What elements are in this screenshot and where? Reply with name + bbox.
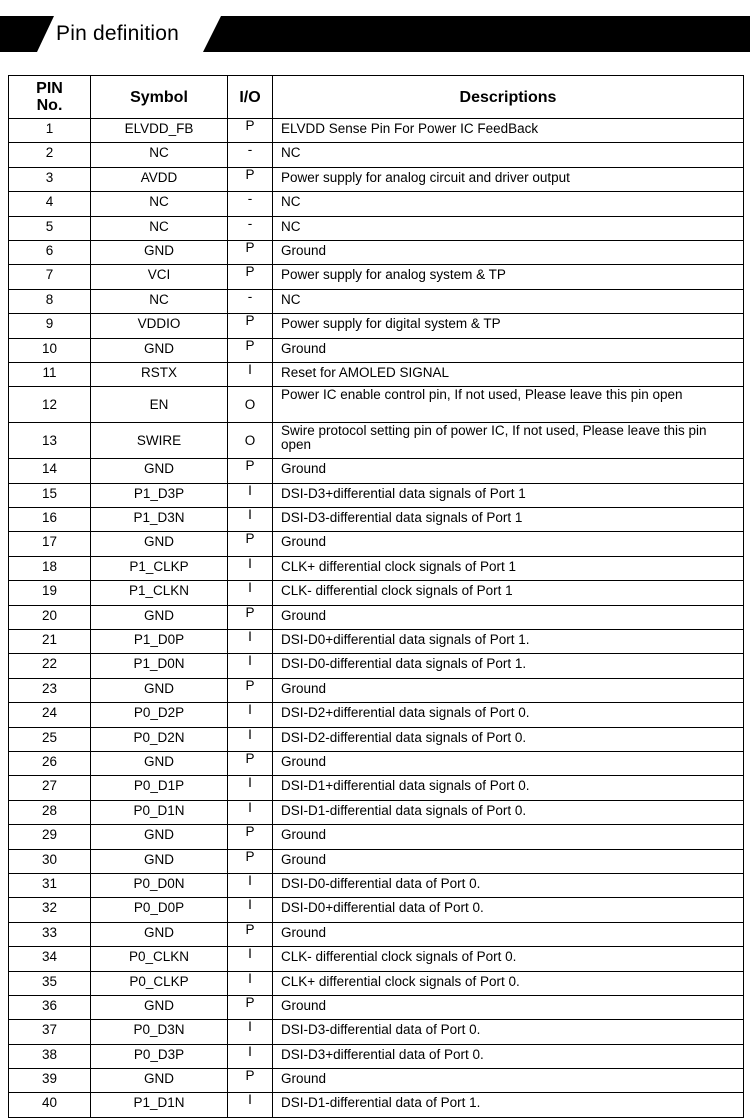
pin-number-cell: 19 [9, 581, 91, 605]
table-row [9, 825, 744, 849]
pin-number-cell: 23 [9, 678, 91, 702]
table-row [9, 605, 744, 629]
pin-number-cell: 2 [9, 143, 91, 167]
symbol-cell: P1_D3P [91, 483, 228, 507]
description-cell: Ground [273, 678, 744, 702]
io-cell: P [228, 532, 273, 556]
table-row [9, 1020, 744, 1044]
io-cell: P [228, 119, 273, 143]
table-row [9, 240, 744, 264]
symbol-cell: EN [91, 387, 228, 423]
pin-number-cell: 3 [9, 167, 91, 191]
symbol-cell: P0_D3N [91, 1020, 228, 1044]
table-row [9, 362, 744, 386]
table-row [9, 581, 744, 605]
section-banner [0, 16, 750, 52]
symbol-cell: SWIRE [91, 423, 228, 459]
io-cell: O [228, 423, 273, 459]
io-cell: I [228, 654, 273, 678]
io-cell: I [228, 703, 273, 727]
pin-number-cell: 34 [9, 947, 91, 971]
table-row [9, 216, 744, 240]
pin-number-cell: 25 [9, 727, 91, 751]
io-cell: P [228, 338, 273, 362]
symbol-cell: GND [91, 751, 228, 775]
description-cell: DSI-D3+differential data of Port 0. [273, 1044, 744, 1068]
pin-number-cell: 28 [9, 800, 91, 824]
table-row [9, 532, 744, 556]
pin-number-cell: 24 [9, 703, 91, 727]
table-row [9, 1093, 744, 1117]
io-cell: - [228, 192, 273, 216]
table-row [9, 703, 744, 727]
symbol-cell: NC [91, 216, 228, 240]
io-cell: - [228, 216, 273, 240]
pin-number-cell: 38 [9, 1044, 91, 1068]
pin-number-cell: 35 [9, 971, 91, 995]
symbol-cell: GND [91, 825, 228, 849]
pin-number-cell: 22 [9, 654, 91, 678]
pin-number-cell: 5 [9, 216, 91, 240]
table-row [9, 192, 744, 216]
symbol-cell: P0_D2N [91, 727, 228, 751]
description-cell: CLK- differential clock signals of Port 1 [273, 581, 744, 605]
description-cell: DSI-D2+differential data signals of Port 0. [273, 703, 744, 727]
symbol-cell: GND [91, 532, 228, 556]
symbol-cell: GND [91, 1069, 228, 1093]
table-row [9, 776, 744, 800]
description-cell: ELVDD Sense Pin For Power IC FeedBack [273, 119, 744, 143]
description-cell: NC [273, 143, 744, 167]
table-row [9, 556, 744, 580]
table-row [9, 508, 744, 532]
description-cell: Ground [273, 849, 744, 873]
io-cell: I [228, 1044, 273, 1068]
pin-number-cell: 37 [9, 1020, 91, 1044]
description-cell: NC [273, 216, 744, 240]
description-cell: Ground [273, 1069, 744, 1093]
description-cell: DSI-D0+differential data signals of Port 1. [273, 630, 744, 654]
io-cell: - [228, 289, 273, 313]
table-row [9, 678, 744, 702]
description-cell: Ground [273, 751, 744, 775]
description-cell: Ground [273, 605, 744, 629]
header-io: I/O [228, 76, 273, 119]
symbol-cell: NC [91, 289, 228, 313]
table-row [9, 483, 744, 507]
symbol-cell: GND [91, 922, 228, 946]
symbol-cell: P0_D3P [91, 1044, 228, 1068]
description-cell: Power supply for digital system & TP [273, 314, 744, 338]
symbol-cell: GND [91, 849, 228, 873]
description-cell: CLK+ differential clock signals of Port 0. [273, 971, 744, 995]
symbol-cell: GND [91, 678, 228, 702]
io-cell: I [228, 1020, 273, 1044]
pin-number-cell: 16 [9, 508, 91, 532]
pin-number-cell: 6 [9, 240, 91, 264]
table-row [9, 289, 744, 313]
symbol-cell: P1_D0N [91, 654, 228, 678]
description-cell: DSI-D0-differential data signals of Port 1. [273, 654, 744, 678]
io-cell: I [228, 362, 273, 386]
pin-number-cell: 33 [9, 922, 91, 946]
symbol-cell: P0_CLKP [91, 971, 228, 995]
header-pin-no: PIN No. [9, 76, 91, 119]
symbol-cell: GND [91, 240, 228, 264]
io-cell: P [228, 167, 273, 191]
pin-number-cell: 15 [9, 483, 91, 507]
pin-number-cell: 30 [9, 849, 91, 873]
table-row [9, 338, 744, 362]
table-row [9, 167, 744, 191]
io-cell: O [228, 387, 273, 423]
symbol-cell: GND [91, 995, 228, 1019]
description-cell: CLK+ differential clock signals of Port 1 [273, 556, 744, 580]
pin-number-cell: 32 [9, 898, 91, 922]
description-cell: DSI-D3-differential data of Port 0. [273, 1020, 744, 1044]
pin-number-cell: 8 [9, 289, 91, 313]
table-row [9, 849, 744, 873]
pin-number-cell: 10 [9, 338, 91, 362]
description-cell: DSI-D1-differential data signals of Port 0. [273, 800, 744, 824]
io-cell: P [228, 605, 273, 629]
description-cell: NC [273, 289, 744, 313]
pin-number-cell: 39 [9, 1069, 91, 1093]
table-row [9, 751, 744, 775]
table-row [9, 314, 744, 338]
io-cell: P [228, 240, 273, 264]
symbol-cell: P0_D2P [91, 703, 228, 727]
table-row [9, 800, 744, 824]
io-cell: I [228, 898, 273, 922]
symbol-cell: P0_D0N [91, 873, 228, 897]
symbol-cell: GND [91, 605, 228, 629]
pin-rows [9, 119, 744, 1118]
io-cell: I [228, 873, 273, 897]
pin-number-cell: 21 [9, 630, 91, 654]
table-row [9, 265, 744, 289]
pin-number-cell: 20 [9, 605, 91, 629]
table-row [9, 727, 744, 751]
pin-number-cell: 17 [9, 532, 91, 556]
table-row [9, 971, 744, 995]
pin-number-cell: 31 [9, 873, 91, 897]
pin-number-cell: 12 [9, 387, 91, 423]
description-cell: CLK- differential clock signals of Port 0. [273, 947, 744, 971]
io-cell: P [228, 265, 273, 289]
io-cell: P [228, 825, 273, 849]
io-cell: I [228, 800, 273, 824]
header-symbol: Symbol [91, 76, 228, 119]
symbol-cell: P0_D1P [91, 776, 228, 800]
io-cell: P [228, 849, 273, 873]
banner-title: Pin definition [56, 22, 180, 45]
pin-number-cell: 36 [9, 995, 91, 1019]
pin-number-cell: 18 [9, 556, 91, 580]
pin-number-cell: 26 [9, 751, 91, 775]
description-cell: Power supply for analog system & TP [273, 265, 744, 289]
io-cell: I [228, 630, 273, 654]
table-row [9, 630, 744, 654]
description-cell: DSI-D2-differential data signals of Port 0. [273, 727, 744, 751]
io-cell: I [228, 947, 273, 971]
symbol-cell: GND [91, 459, 228, 483]
io-cell: P [228, 314, 273, 338]
symbol-cell: AVDD [91, 167, 228, 191]
symbol-cell: P0_D0P [91, 898, 228, 922]
symbol-cell: P0_CLKN [91, 947, 228, 971]
description-cell: DSI-D1-differential data of Port 1. [273, 1093, 744, 1117]
symbol-cell: P0_D1N [91, 800, 228, 824]
io-cell: I [228, 776, 273, 800]
pin-number-cell: 14 [9, 459, 91, 483]
io-cell: I [228, 508, 273, 532]
symbol-cell: P1_D0P [91, 630, 228, 654]
description-cell: Power IC enable control pin, If not used, Please leave this pin open [273, 387, 744, 423]
description-cell: Swire protocol setting pin of power IC, If not used, Please leave this pin open [273, 423, 744, 459]
description-cell: Ground [273, 995, 744, 1019]
pin-number-cell: 27 [9, 776, 91, 800]
header-descriptions: Descriptions [273, 76, 744, 119]
description-cell: DSI-D1+differential data signals of Port 0. [273, 776, 744, 800]
description-cell: Reset for AMOLED SIGNAL [273, 362, 744, 386]
symbol-cell: ELVDD_FB [91, 119, 228, 143]
table-row [9, 947, 744, 971]
symbol-cell: GND [91, 338, 228, 362]
symbol-cell: VCI [91, 265, 228, 289]
description-cell: Ground [273, 922, 744, 946]
symbol-cell: P1_D3N [91, 508, 228, 532]
pin-number-cell: 29 [9, 825, 91, 849]
description-cell: Ground [273, 532, 744, 556]
table-row [9, 387, 744, 423]
io-cell: I [228, 1093, 273, 1117]
symbol-cell: RSTX [91, 362, 228, 386]
io-cell: I [228, 483, 273, 507]
io-cell: - [228, 143, 273, 167]
description-cell: DSI-D0+differential data of Port 0. [273, 898, 744, 922]
description-cell: DSI-D3+differential data signals of Port 1 [273, 483, 744, 507]
pin-number-cell: 9 [9, 314, 91, 338]
table-row [9, 459, 744, 483]
symbol-cell: NC [91, 192, 228, 216]
pin-number-cell: 13 [9, 423, 91, 459]
table-row [9, 423, 744, 459]
symbol-cell: VDDIO [91, 314, 228, 338]
description-cell: Power supply for analog circuit and driver output [273, 167, 744, 191]
table-header-row [9, 76, 744, 119]
symbol-cell: P1_D1N [91, 1093, 228, 1117]
description-cell: Ground [273, 825, 744, 849]
description-cell: DSI-D3-differential data signals of Port 1 [273, 508, 744, 532]
io-cell: P [228, 751, 273, 775]
table-row [9, 119, 744, 143]
pin-number-cell: 4 [9, 192, 91, 216]
io-cell: I [228, 727, 273, 751]
table-row [9, 873, 744, 897]
io-cell: I [228, 581, 273, 605]
table-row [9, 922, 744, 946]
table-row [9, 654, 744, 678]
description-cell: NC [273, 192, 744, 216]
io-cell: P [228, 922, 273, 946]
description-cell: Ground [273, 338, 744, 362]
symbol-cell: NC [91, 143, 228, 167]
description-cell: Ground [273, 240, 744, 264]
pin-definition-table [8, 75, 744, 1118]
pin-number-cell: 40 [9, 1093, 91, 1117]
io-cell: P [228, 678, 273, 702]
io-cell: I [228, 556, 273, 580]
pin-number-cell: 1 [9, 119, 91, 143]
pin-number-cell: 11 [9, 362, 91, 386]
table-row [9, 1044, 744, 1068]
description-cell: Ground [273, 459, 744, 483]
table-row [9, 995, 744, 1019]
table-row [9, 898, 744, 922]
io-cell: P [228, 459, 273, 483]
table-row [9, 143, 744, 167]
table-row [9, 1069, 744, 1093]
io-cell: P [228, 1069, 273, 1093]
io-cell: I [228, 971, 273, 995]
pin-number-cell: 7 [9, 265, 91, 289]
symbol-cell: P1_CLKP [91, 556, 228, 580]
io-cell: P [228, 995, 273, 1019]
symbol-cell: P1_CLKN [91, 581, 228, 605]
description-cell: DSI-D0-differential data of Port 0. [273, 873, 744, 897]
